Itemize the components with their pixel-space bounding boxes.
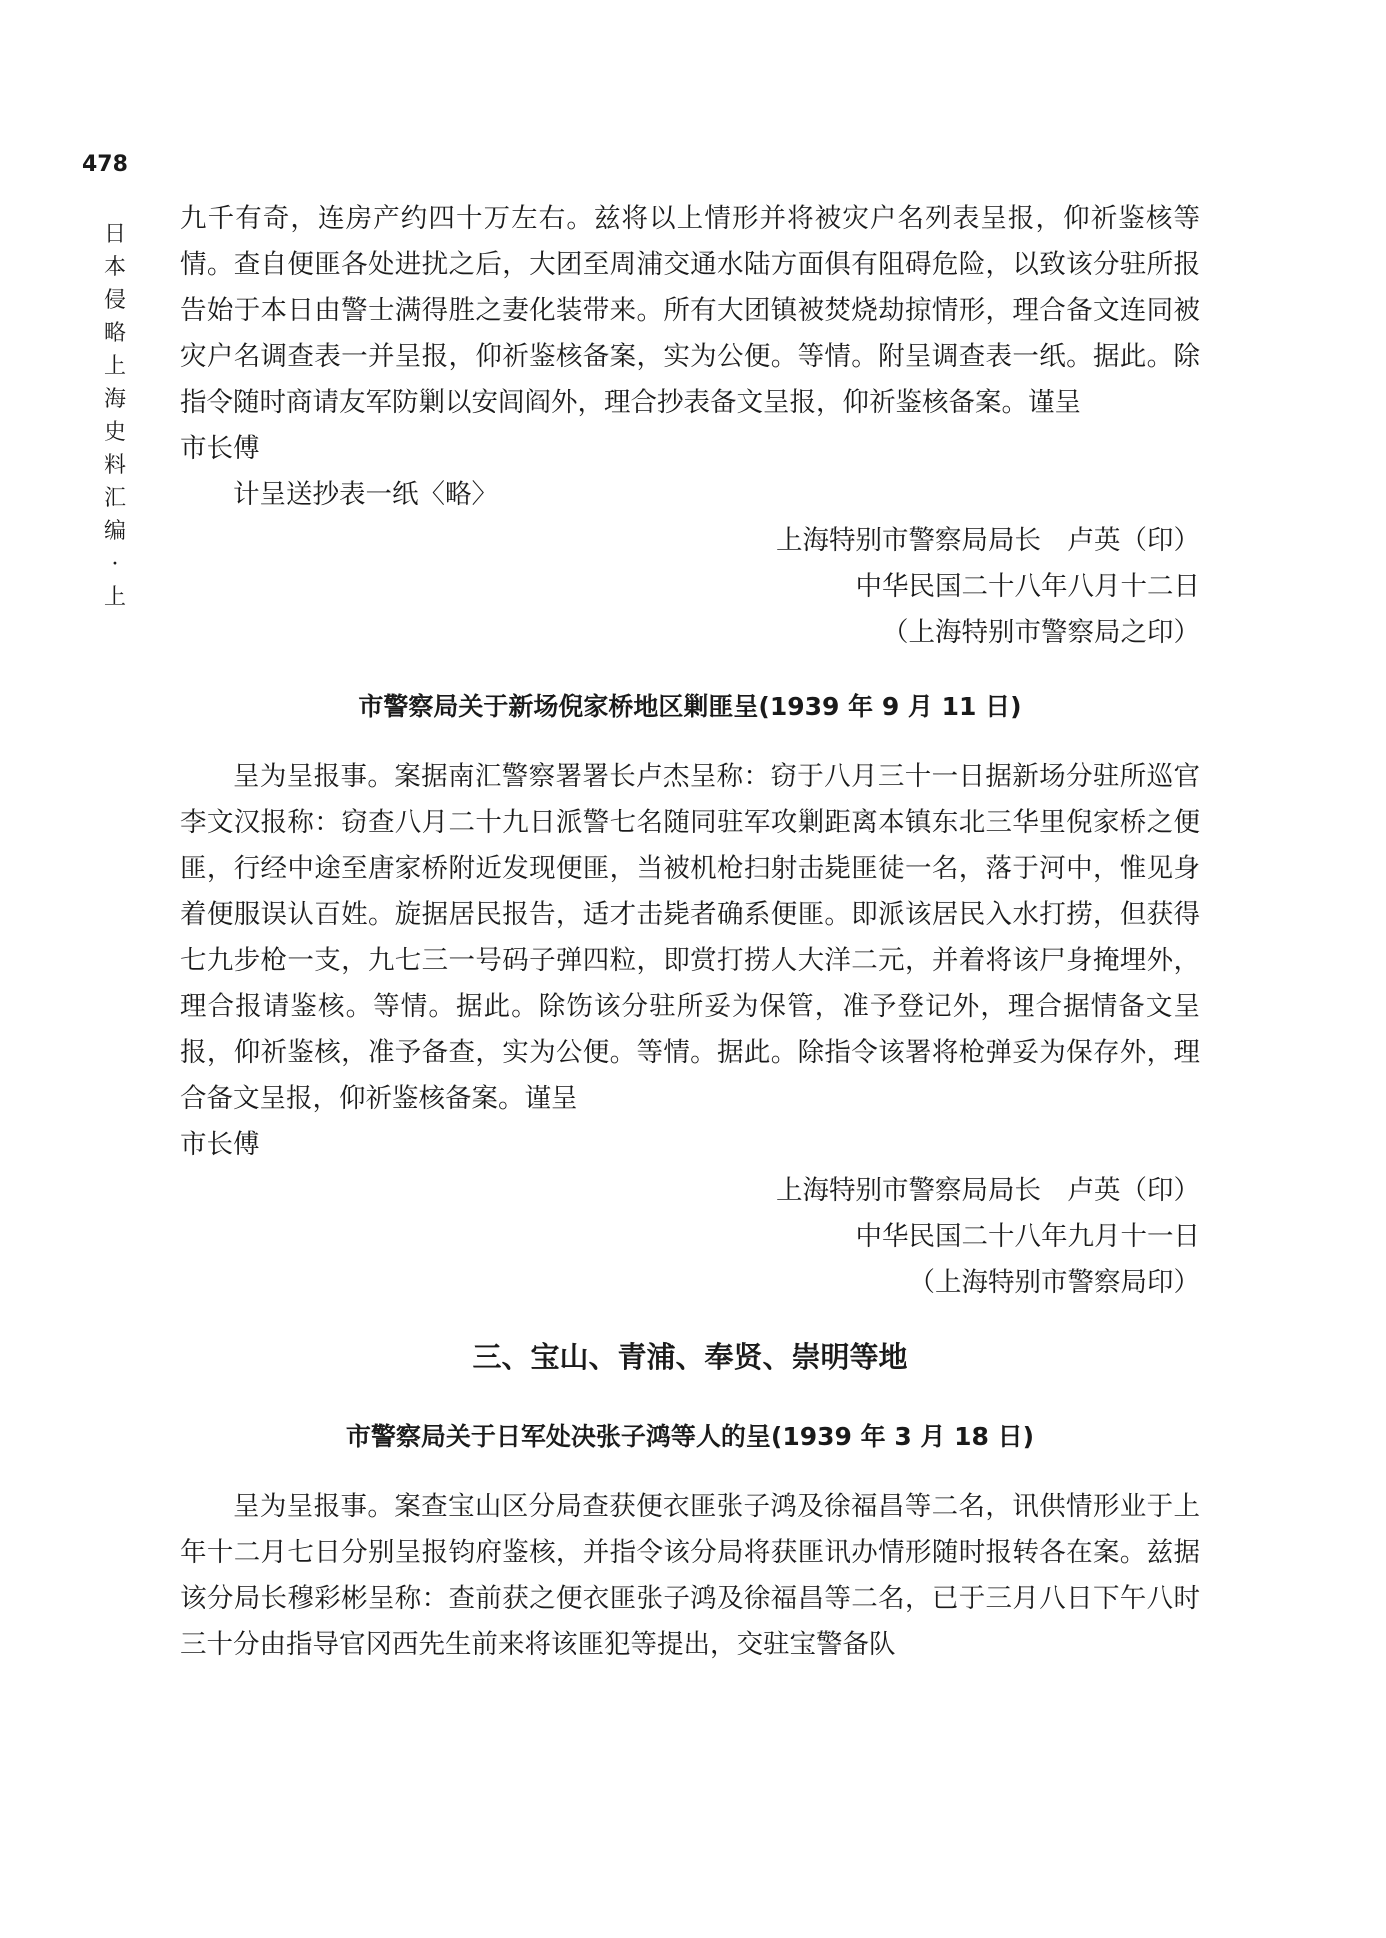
doc1-enclosure: 计呈送抄表一纸〈略〉 xyxy=(233,479,498,510)
doc1-addressee: 市长傅 xyxy=(180,433,260,464)
doc3-body: 呈为呈报事。案查宝山区分局查获便衣匪张子鸿及徐福昌等二名，讯供情形业于上年十二月七日分别呈报钧府鉴核，并指令该分局将获匪讯办情形随时报转各在案。兹据该分局长穆彩彬呈称：查前获之便衣匪张子鸿及徐福昌等二名，已于三月八日下午八时三十分由指导官冈西先生前来将该匪犯等提出，交驻宝警备队 xyxy=(180,1491,1200,1660)
doc2-signer: 上海特别市警察局局长 卢英（印） xyxy=(776,1175,1200,1206)
doc1-body: 九千有奇，连房产约四十万左右。兹将以上情形并将被灾户名列表呈报，仰祈鉴核等情。查自便匪各处进扰之后，大团至周浦交通水陆方面俱有阻碍危险，以致该分驻所报告始于本日由警士满得胜之妻化装带来。所有大团镇被焚烧劫掠情形，理合备文连同被灾户名调查表一并呈报，仰祈鉴核备案，实为公便。等情。附呈调查表一纸。据此。除指令随时商请友军防剿以安闾阎外，理合抄表备文呈报，仰祈鉴核备案。谨呈 xyxy=(180,203,1200,418)
running-head: 日本侵略上海史料汇编·上 xyxy=(103,222,126,610)
doc1-date: 中华民国二十八年八月十二日 xyxy=(855,571,1200,602)
doc1-signer: 上海特别市警察局局长 卢英（印） xyxy=(776,525,1200,556)
doc2-addressee: 市长傅 xyxy=(180,1129,260,1160)
doc1-seal: （上海特别市警察局之印） xyxy=(882,617,1200,648)
doc2-title: 市警察局关于新场倪家桥地区剿匪呈(1939 年 9 月 11 日) xyxy=(358,692,1022,721)
doc2-date: 中华民国二十八年九月十一日 xyxy=(855,1221,1200,1252)
doc2-body: 呈为呈报事。案据南汇警察署署长卢杰呈称：窃于八月三十一日据新场分驻所巡官李文汉报称：窃查八月二十九日派警七名随同驻军攻剿距离本镇东北三华里倪家桥之便匪，行经中途至唐家桥附近发现便匪，当被机枪扫射击毙匪徒一名，落于河中，惟见身着便服误认百姓。旋据居民报告，适才击毙者确系便匪。即派该居民入水打捞，但获得七九步枪一支，九七三一号码子弹四粒，即赏打捞人大洋二元，并着将该尸身掩埋外，理合报请鉴核。等情。据此。除饬该分驻所妥为保管，准予登记外，理合据情备文呈报，仰祈鉴核，准予备查，实为公便。等情。据此。除指令该署将枪弹妥为保存外，理合备文呈报，仰祈鉴核备案。谨呈 xyxy=(180,761,1200,1114)
section-title: 三、宝山、青浦、奉贤、崇明等地 xyxy=(472,1340,908,1374)
page-content xyxy=(180,196,1200,1668)
doc3-title: 市警察局关于日军处决张子鸿等人的呈(1939 年 3 月 18 日) xyxy=(345,1422,1035,1451)
page-number: 478 xyxy=(82,152,128,177)
doc2-seal: （上海特别市警察局印） xyxy=(908,1267,1200,1298)
